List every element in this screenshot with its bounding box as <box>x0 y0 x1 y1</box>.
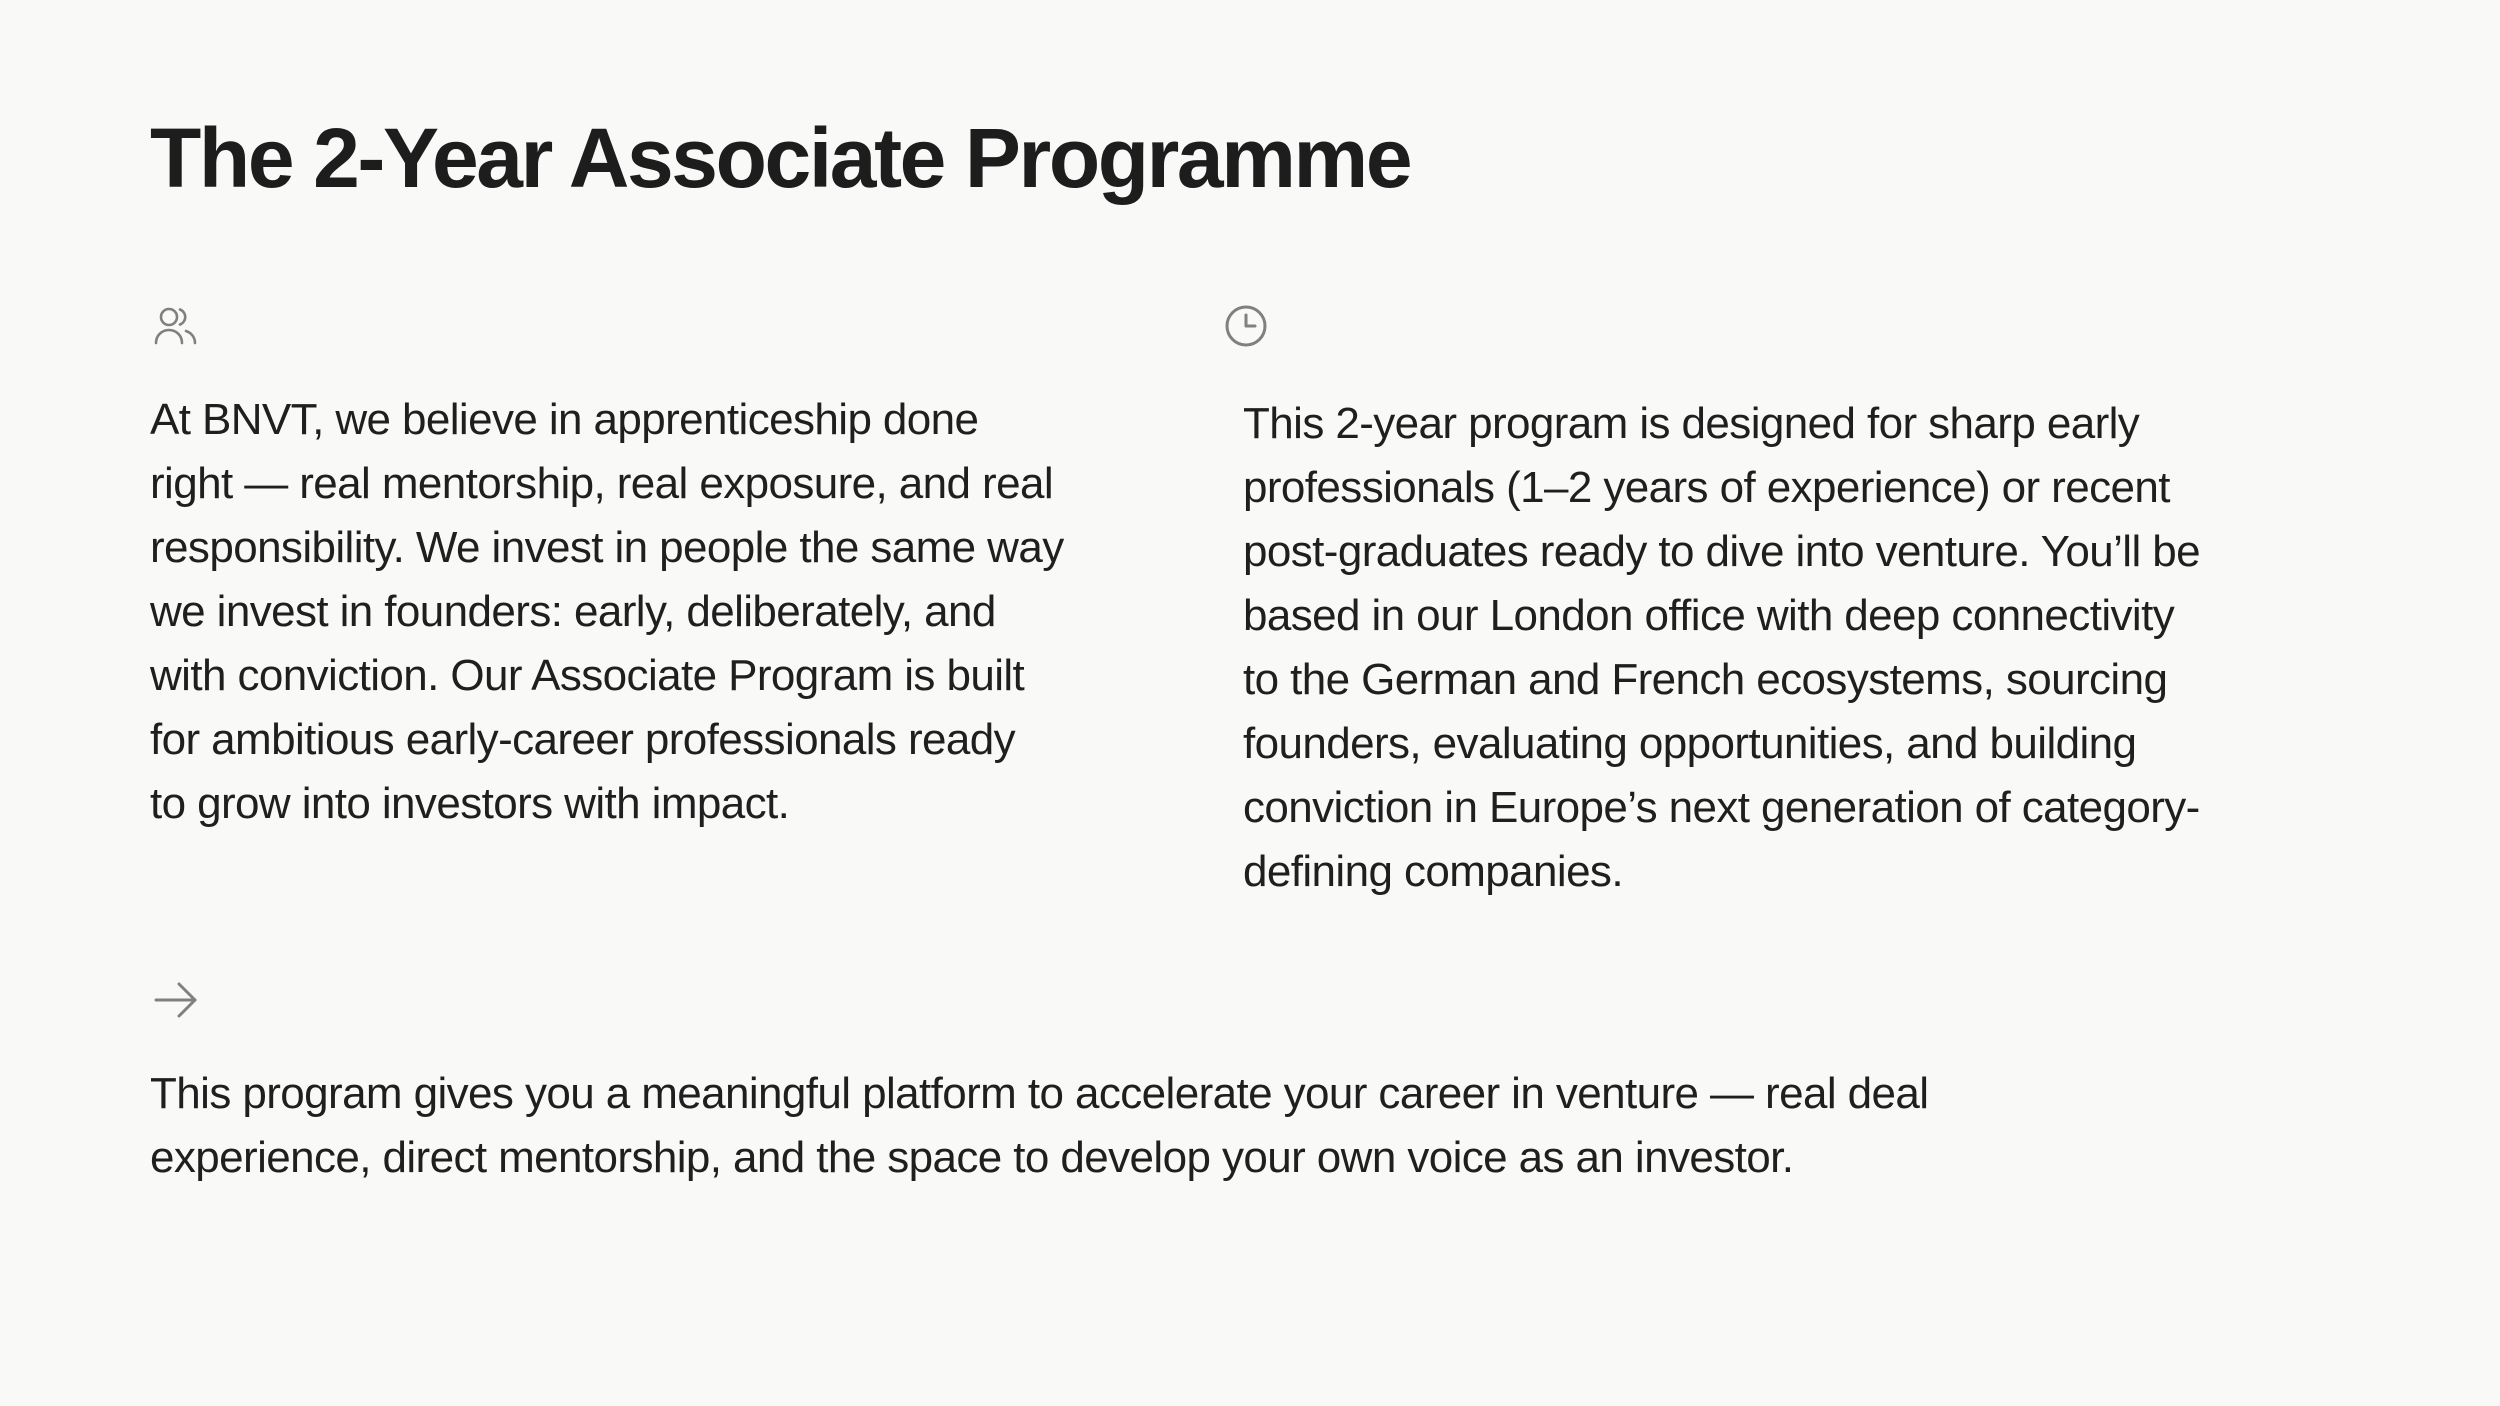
paragraph-line: with conviction. Our Associate Program is built <box>150 651 1025 700</box>
paragraph-line: to the German and French ecosystems, sourcing <box>1243 655 2168 704</box>
paragraph-line: experience, direct mentorship, and the space to develop your own voice as an investor. <box>150 1133 1794 1182</box>
paragraph-line: post-graduates ready to dive into venture. You’ll be <box>1243 527 2201 576</box>
paragraph-line: This program gives you a meaningful platform to accelerate your career in venture — real deal <box>150 1069 1929 1118</box>
paragraph-line: we invest in founders: early, deliberately, and <box>150 587 996 636</box>
paragraph-line: This 2-year program is designed for sharp early <box>1243 399 2140 448</box>
summary-paragraph <box>150 1062 1928 1190</box>
page-title: The 2-Year Associate Programme <box>150 111 1411 205</box>
paragraph-line: professionals (1–2 years of experience) or recent <box>1243 463 2170 512</box>
program-details-paragraph <box>1243 392 2200 904</box>
intro-paragraph <box>150 388 1064 836</box>
paragraph-line: conviction in Europe’s next generation of category- <box>1243 783 2200 832</box>
paragraph-line: to grow into investors with impact. <box>150 779 790 828</box>
paragraph-line: At BNVT, we believe in apprenticeship done <box>150 395 979 444</box>
paragraph-line: defining companies. <box>1243 847 1623 896</box>
arrow-right-icon <box>152 976 200 1024</box>
paragraph-line: based in our London office with deep connectivity <box>1243 591 2175 640</box>
paragraph-line: right — real mentorship, real exposure, and real <box>150 459 1053 508</box>
paragraph-line: responsibility. We invest in people the same way <box>150 523 1064 572</box>
people-icon <box>152 302 200 350</box>
clock-icon <box>1222 302 1270 350</box>
paragraph-line: for ambitious early-career professionals ready <box>150 715 1016 764</box>
paragraph-line: founders, evaluating opportunities, and building <box>1243 719 2137 768</box>
